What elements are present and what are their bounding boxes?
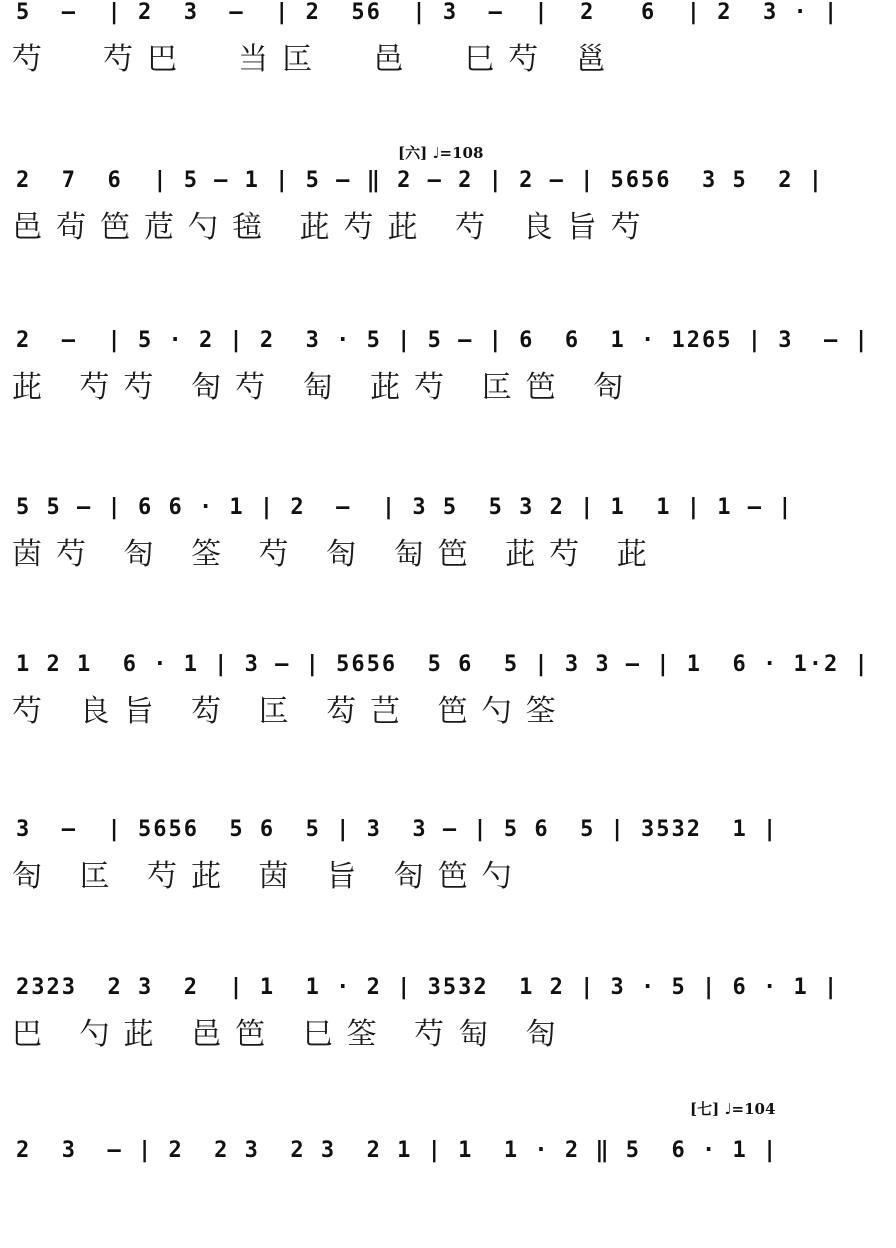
- jianzipu-line: 芍 芍巴 当匞 邑 巳芍 邕: [12, 42, 620, 77]
- section-label: [六]: [398, 144, 428, 162]
- jianpu-line: 5 — | 2 3 — | 2 56 | 3 — | 2 6 | 2 3 · |: [16, 0, 840, 25]
- jianzipu-line: 茵芍 匌 筌 芍 匌 匋笆 茈芍 茈: [12, 537, 661, 572]
- section-marker: [398, 142, 483, 163]
- tempo-mark: ♩=108: [432, 144, 484, 162]
- score-system-4: [0, 495, 896, 605]
- score-system-8: [0, 1138, 896, 1248]
- score-system-6: [0, 817, 896, 927]
- jianpu-line: 1 2 1 6 · 1 | 3 — | 5656 5 6 5 | 3 3 — | 1 6 · 1·2 |: [16, 652, 870, 677]
- tempo-mark: ♩=104: [724, 1100, 776, 1118]
- jianpu-line: 2323 2 3 2 | 1 1 · 2 | 3532 1 2 | 3 · 5 | 6 · 1 |: [16, 975, 840, 1000]
- score-system-3: [0, 328, 896, 438]
- jianpu-line: 2 — | 5 · 2 | 2 3 · 5 | 5 — | 6 6 1 · 1265 | 3 — |: [16, 328, 870, 353]
- score-system-2: [0, 168, 896, 278]
- jianzipu-line: 茈 芍芍 匌芍 匋 茈芍 匞笆 匌: [12, 370, 638, 405]
- jianpu-line: 5 5 — | 6 6 · 1 | 2 — | 3 5 5 3 2 | 1 1 | 1 — |: [16, 495, 794, 520]
- jianzipu-line: 芍 良旨 芶 匞 芶芑 笆勺筌: [12, 694, 570, 729]
- jianpu-line: 2 7 6 | 5 — 1 | 5 — ‖ 2 — 2 | 2 — | 5656 3 5 2 |: [16, 168, 824, 193]
- jianzipu-line: 邑茍笆苊勺毰 茈芍茈 芍 良旨芍: [12, 210, 655, 245]
- score-system-7: [0, 975, 896, 1085]
- score-system-5: [0, 652, 896, 762]
- score-system-1: [0, 0, 896, 110]
- jianpu-line: 3 — | 5656 5 6 5 | 3 3 — | 5 6 5 | 3532 1 |: [16, 817, 779, 842]
- jianzipu-line: 匌 匞 芍茈 茵 旨 匌笆勺: [12, 859, 526, 894]
- section-label: [七]: [690, 1100, 720, 1118]
- section-marker: [690, 1098, 775, 1119]
- jianzipu-line: 巴 勺茈 邑笆 巳筌 芍匋 匌: [12, 1017, 570, 1052]
- jianpu-line: 2 3 — | 2 2 3 2 3 2 1 | 1 1 · 2 ‖ 5 6 · 1 |: [16, 1138, 779, 1163]
